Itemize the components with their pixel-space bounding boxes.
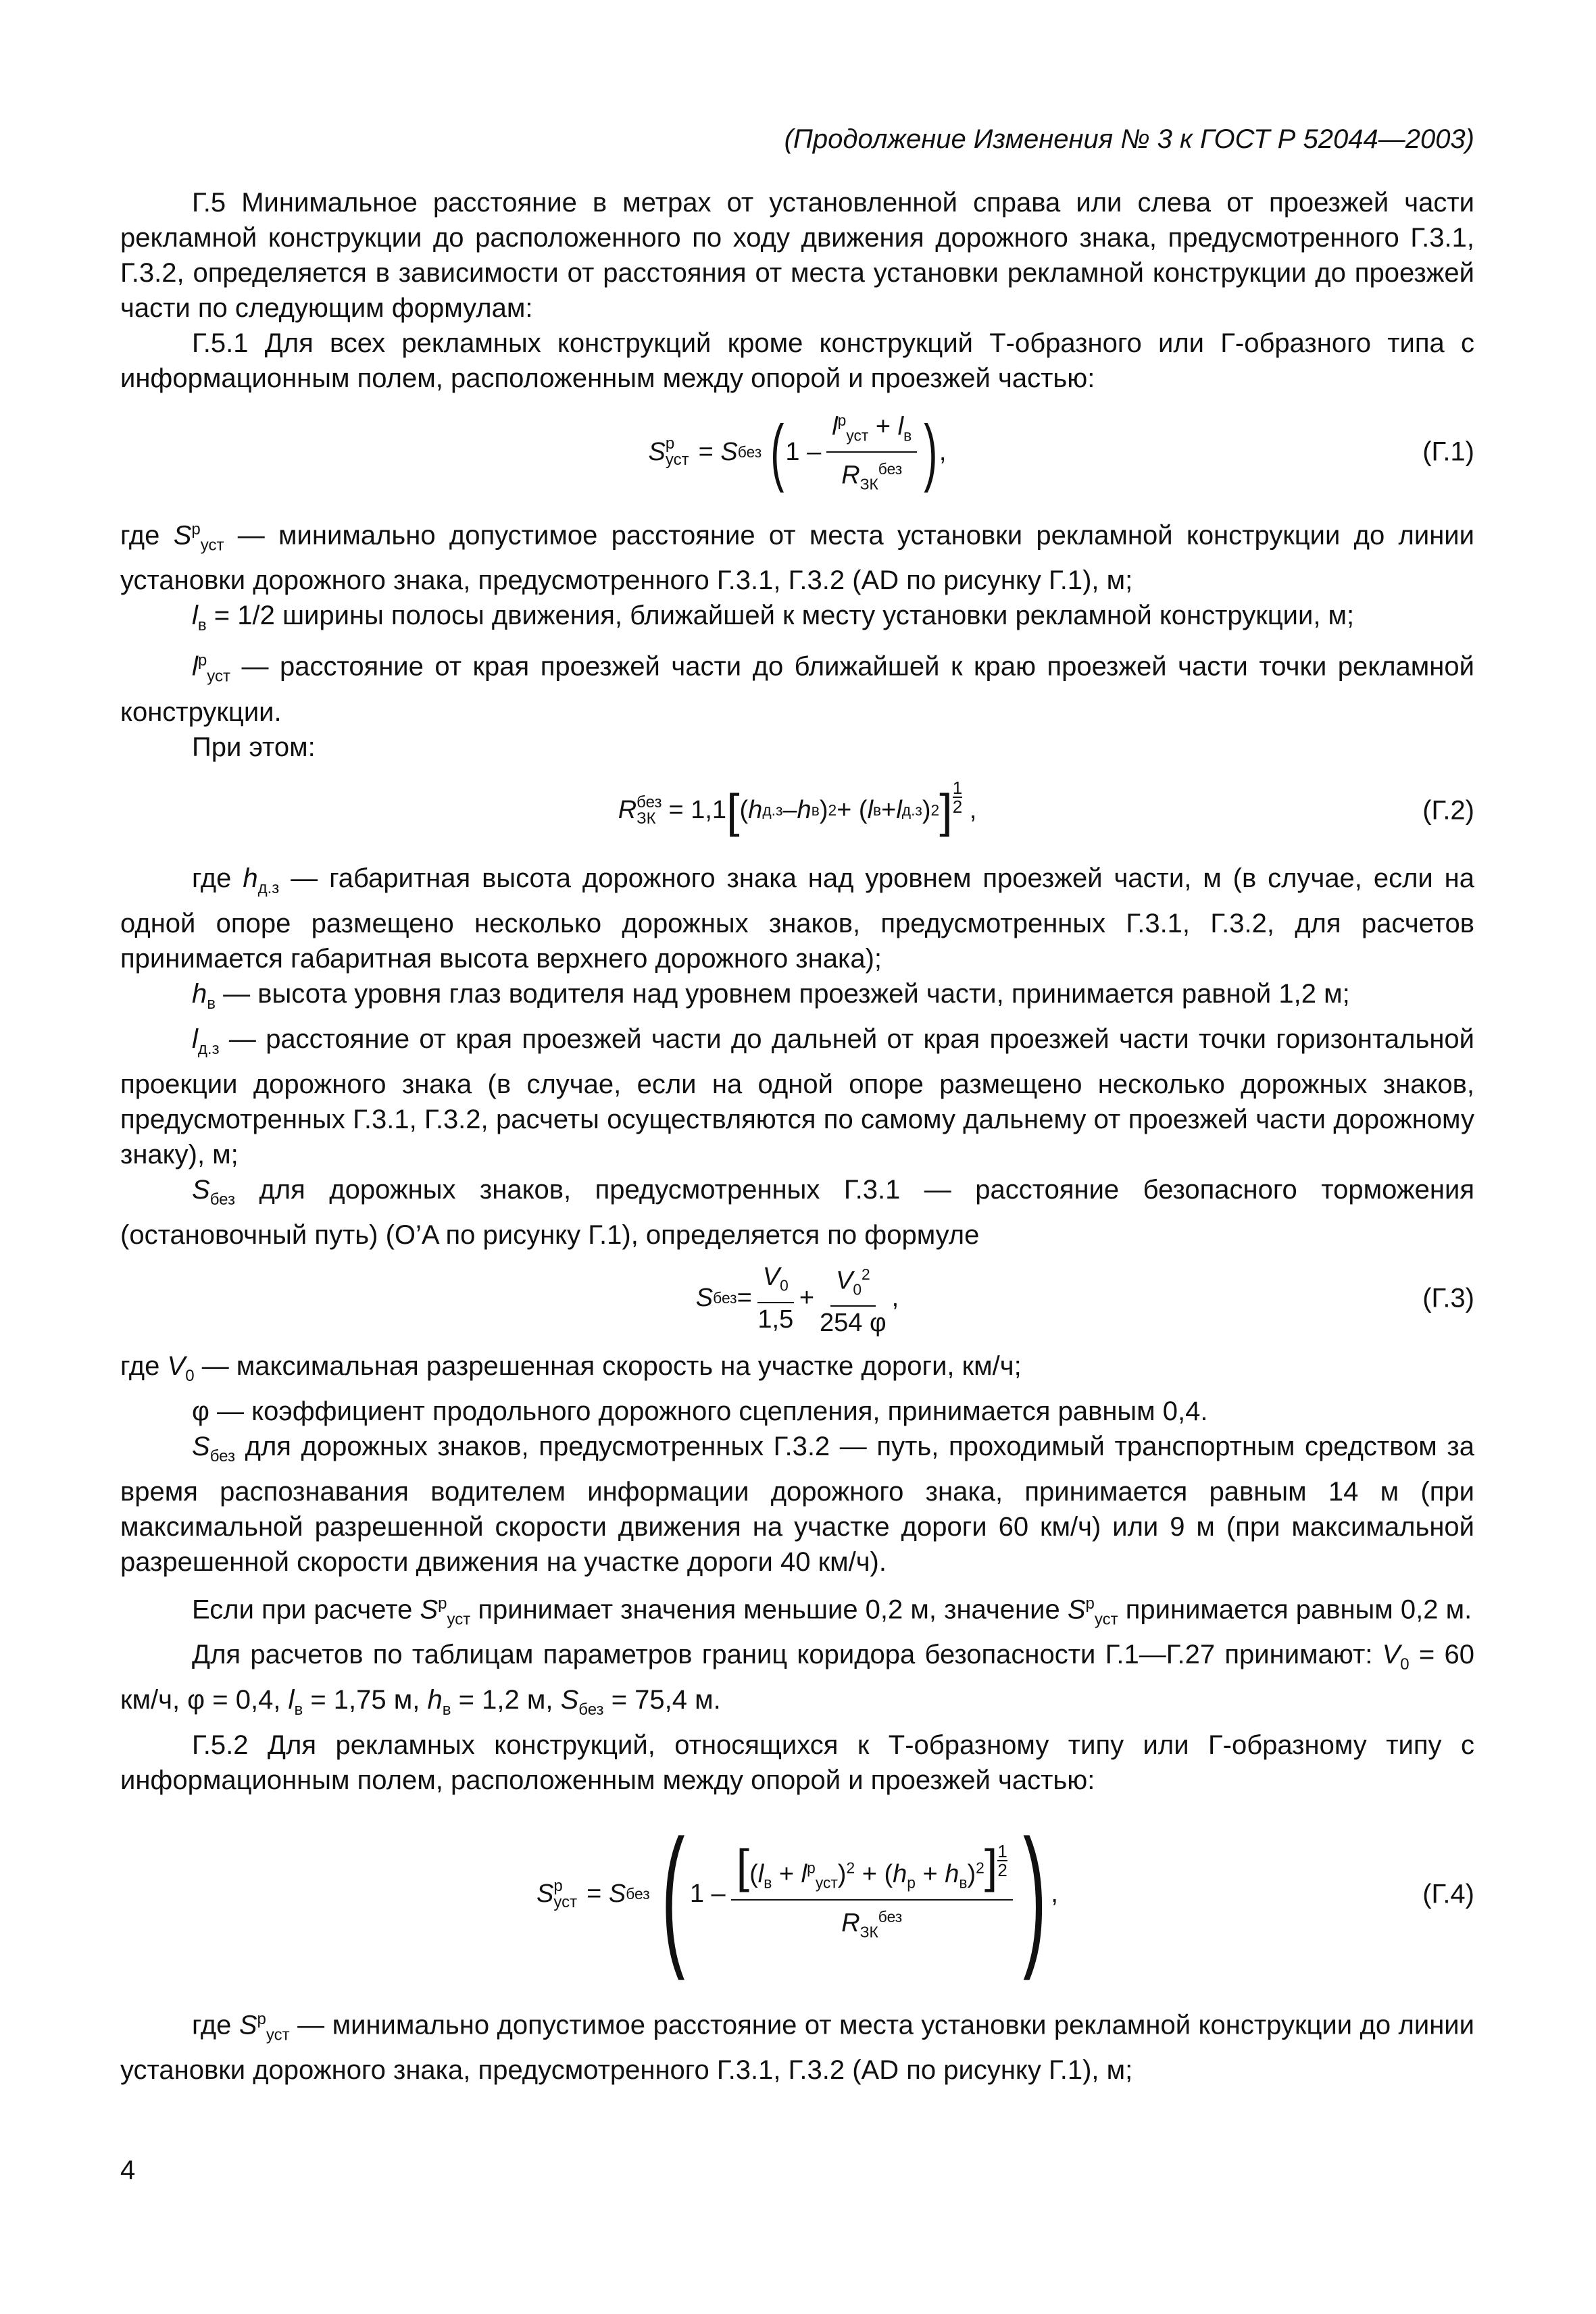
definition-sbez-g31: $S_{без}$ для дорожных знаков, предусмотренных Г.3.1 — расстояние безопасного торможения (остановочный путь) (O’A по рисунку Г.1), определяется по формуле bbox=[120, 1174, 1474, 1250]
paragraph-g52: Г.5.2 Для рекламных конструкций, относящихся к Т-образному типу или Г-образному типу с информационным полем, расположенным между опорой и проезжей частью: bbox=[120, 1730, 1474, 1795]
page-header: (Продолжение Изменения № 3 к ГОСТ Р 52044—2003) bbox=[784, 124, 1474, 154]
definition-s-ust: где $S^р_{уст}$ — минимально допустимое расстояние от места установки рекламной конструкции до линии установки дорожного знака, предусмотренного Г.3.1, Г.3.2 (AD по рисунку Г.1), м; bbox=[120, 520, 1474, 596]
formula-number-g3: (Г.3) bbox=[1422, 1283, 1474, 1313]
formula-g2: R без ЗК = 1,1 [ ( h д.з – h в ) 2 + ( l в + l д.з ) 2 ] 1 2 , (Г.2) bbox=[618, 777, 1474, 837]
paragraph-g51: Г.5.1 Для всех рекламных конструкций кроме конструкций Т-образного или Г-образного типа с информационным полем, расположенным между опорой и проезжей частью: bbox=[120, 328, 1474, 393]
definition-phi: φ — коэффициент продольного дорожного сцепления, принимается равным 0,4. bbox=[192, 1396, 1208, 1426]
definition-lv: $l_в = 1/2$ ширины полосы движения, ближайшей к месту установки рекламной конструкции, м; bbox=[192, 601, 1355, 635]
formula-number-g4: (Г.4) bbox=[1422, 1879, 1474, 1909]
formula-g4: S р уст = S без ( 1 – $[(l_в + l^р_{уст})^2 + (h_р + h_в)^2]$ $\frac{1}{2}$ $R_{ЗК}^{без}$ ) , (Г.4) bbox=[537, 1807, 1474, 1981]
document-page bbox=[120, 122, 1474, 2088]
definition-s-ust-2: где $S^р_{уст}$ — минимально допустимое расстояние от места установки рекламной конструкции до линии установки дорожного знака, предусмотренного Г.3.1, Г.3.2 (AD по рисунку Г.1), м; bbox=[120, 2009, 1474, 2086]
definition-ldz: $l_{д.з}$ — расстояние от края проезжей части до дальней от края проезжей части точки горизонтальной проекции дорожного знака (в случае, если на одной опоре размещено несколько дорожных знаков, предусмотренных Г.3.1, Г.3.2, расчеты осуществляются по самому дальнему от проезжей части дорожному знаку), м; bbox=[120, 1024, 1475, 1169]
definition-sbez-g32: $S_{без}$ для дорожных знаков, предусмотренных Г.3.2 — путь, проходимый транспортным средством за время распознавания водителем информации дорожного знака, принимается равным 14 м (при максимальной разрешенной скорости движения на участке дороги 60 км/ч) или 9 м (при максимальной разрешенной скорости движения на участке дороги 40 км/ч). bbox=[120, 1431, 1474, 1577]
definition-l-ust: $l^р_{уст}$ — расстояние от края проезжей части до ближайшей к краю проезжей части точки рекламной конструкции. bbox=[120, 651, 1474, 727]
paragraph-minimum: Если при расчете $S^р_{уст}$ принимает значения меньшие 0,2 м, значение $S^р_{уст}$ принимается равным 0,2 м. bbox=[192, 1594, 1472, 1628]
definition-v0: где $V_0$ — максимальная разрешенная скорость на участке дороги, км/ч; bbox=[120, 1351, 1022, 1385]
pri-etom: При этом: bbox=[192, 732, 316, 762]
definition-hdz: где $h_{д.з}$ — габаритная высота дорожного знака над уровнем проезжей части, м (в случае, если на одной опоре размещено несколько дорожных знаков, предусмотренных Г.3.1, Г.3.2, для расчетов принимается габаритная высота верхнего дорожного знака); bbox=[120, 863, 1475, 974]
definition-hv: $h_в$ — высота уровня глаз водителя над уровнем проезжей части, принимается равной 1,2 м; bbox=[192, 978, 1350, 1013]
formula-g1: S р уст = S без ( 1 – $\frac{l^р_{уст} + l_в}{R_{ЗК}^{без}}$ ) , (Г.1) bbox=[120, 401, 1474, 503]
paragraph-table-params: Для расчетов по таблицам параметров границ коридора безопасности Г.1—Г.27 принимают: $V_0 = 60$ км/ч, φ = 0,4, $l_в = 1,75$ м, $h_в = 1,2$ м, $S_{без} = 75,4$ м. bbox=[120, 1639, 1474, 1719]
paragraph-g5: Г.5 Минимальное расстояние в метрах от установленной справа или слева от проезжей части рекламной конструкции до расположенного по ходу движения дорожного знака, предусмотренного Г.3.1, Г.3.2, определяется в зависимости от расстояния от места установки рекламной конструкции до проезжей части по следующим формулам: bbox=[120, 188, 1474, 323]
formula-number-g1: (Г.1) bbox=[1422, 436, 1474, 467]
formula-g3: S без = $\frac{V_0}{1,5}$ + $\frac{V_0^2}{254 \varphi}$ , (Г.3) bbox=[120, 1258, 1474, 1339]
page-number: 4 bbox=[120, 2155, 136, 2185]
formula-number-g2: (Г.2) bbox=[1422, 795, 1474, 826]
